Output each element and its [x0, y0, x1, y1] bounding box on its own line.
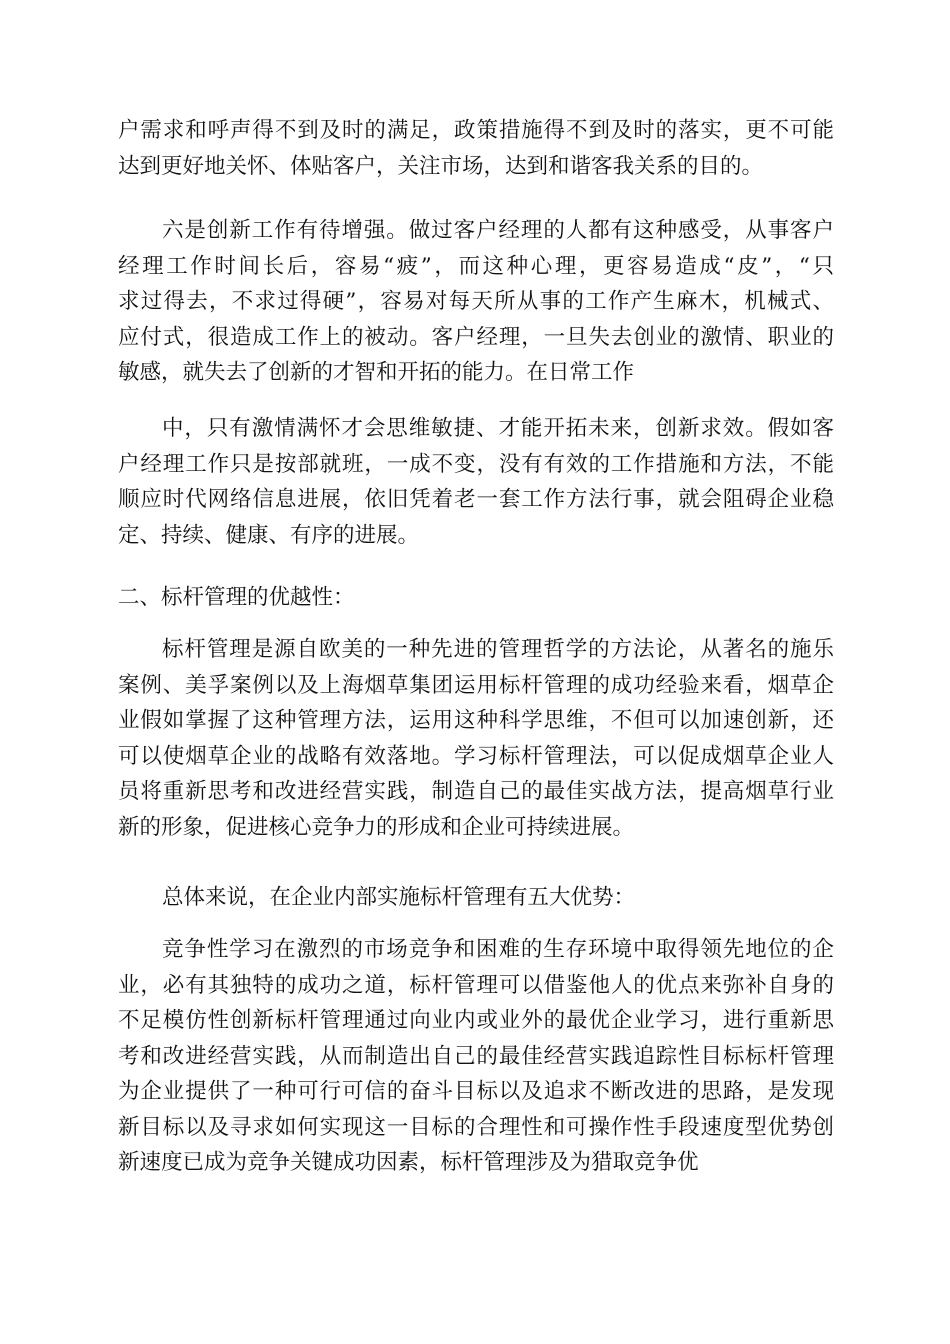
section-heading [118, 580, 834, 616]
text-line: 标杆管理是源自欧美的一种先进的管理哲学的方法论，从著名的施乐 [162, 637, 834, 662]
text-line: 新速度已成为竞争关键成功因素，标杆管理涉及为猎取竞争优 [118, 1150, 699, 1175]
text-line: 不足模仿性创新标杆管理通过向业内或业外的最优企业学习，进行重新思 [118, 1008, 834, 1033]
text-line: 案例、美孚案例以及上海烟草集团运用标杆管理的成功经验来看，烟草企 [118, 672, 834, 698]
text-line: 达到更好地关怀、体贴客户，关注市场，达到和谐客我关系的目的。 [118, 153, 764, 179]
section-heading-text: 二、标杆管理的优越性： [118, 585, 355, 610]
paragraph-benchmarking [118, 632, 834, 845]
text-line: 新的形象，促进核心竞争力的形成和企业可持续进展。 [118, 814, 635, 840]
text-line: 业假如掌握了这种管理方法，运用这种科学思维，不但可以加速创新，还 [118, 708, 834, 733]
text-line: 经理工作时间长后，容易“疲”，而这种心理，更容易造成“皮”，“只 [118, 253, 834, 279]
paragraph-innovation [118, 213, 834, 391]
text-line: 求过得去，不求过得硬”，容易对每天所从事的工作产生麻木，机械式、 [118, 289, 834, 314]
paragraph-continuation [118, 113, 834, 184]
text-line: 敏感，就失去了创新的才智和开拓的能力。在日常工作 [118, 360, 635, 385]
text-line: 为企业提供了一种可行可信的奋斗目标以及追求不断改进的思路，是发现 [118, 1079, 834, 1104]
text-line: 户需求和呼声得不到及时的满足，政策措施得不到及时的落实，更不可能 [118, 118, 834, 143]
text-line: 顺应时代网络信息进展，依旧凭着老一套工作方法行事，就会阻碍企业稳 [118, 487, 834, 512]
text-line: 中，只有激情满怀才会思维敏捷、才能开拓未来，创新求效。假如客 [162, 416, 834, 441]
text-line: 定、持续、健康、有序的进展。 [118, 522, 420, 548]
text-line: 新目标以及寻求如何实现这一目标的合理性和可操作性手段速度型优势创 [118, 1114, 834, 1140]
paragraph-advantages [118, 932, 834, 1181]
text-line: 考和改进经营实践，从而制造出自己的最佳经营实践追踪性目标标杆管理 [118, 1043, 834, 1069]
text-line: 应付式，很造成工作上的被动。客户经理，一旦失去创业的激情、职业的 [118, 324, 834, 350]
paragraph-passion [118, 411, 834, 553]
text-line: 可以使烟草企业的战略有效落地。学习标杆管理法，可以促成烟草企业人 [118, 743, 834, 769]
text-line: 总体来说，在企业内部实施标杆管理有五大优势： [162, 885, 636, 910]
paragraph-summary [118, 880, 834, 916]
text-line: 六是创新工作有待增强。做过客户经理的人都有这种感受，从事客户 [162, 218, 834, 243]
text-line: 户经理工作只是按部就班，一成不变，没有有效的工作措施和方法，不能 [118, 451, 834, 477]
text-line: 竞争性学习在激烈的市场竞争和困难的生存环境中取得领先地位的企 [162, 937, 834, 962]
text-line: 员将重新思考和改进经营实践，制造自己的最佳实战方法，提高烟草行业 [118, 779, 834, 804]
text-line: 业，必有其独特的成功之道，标杆管理可以借鉴他人的优点来弥补自身的 [118, 972, 834, 998]
